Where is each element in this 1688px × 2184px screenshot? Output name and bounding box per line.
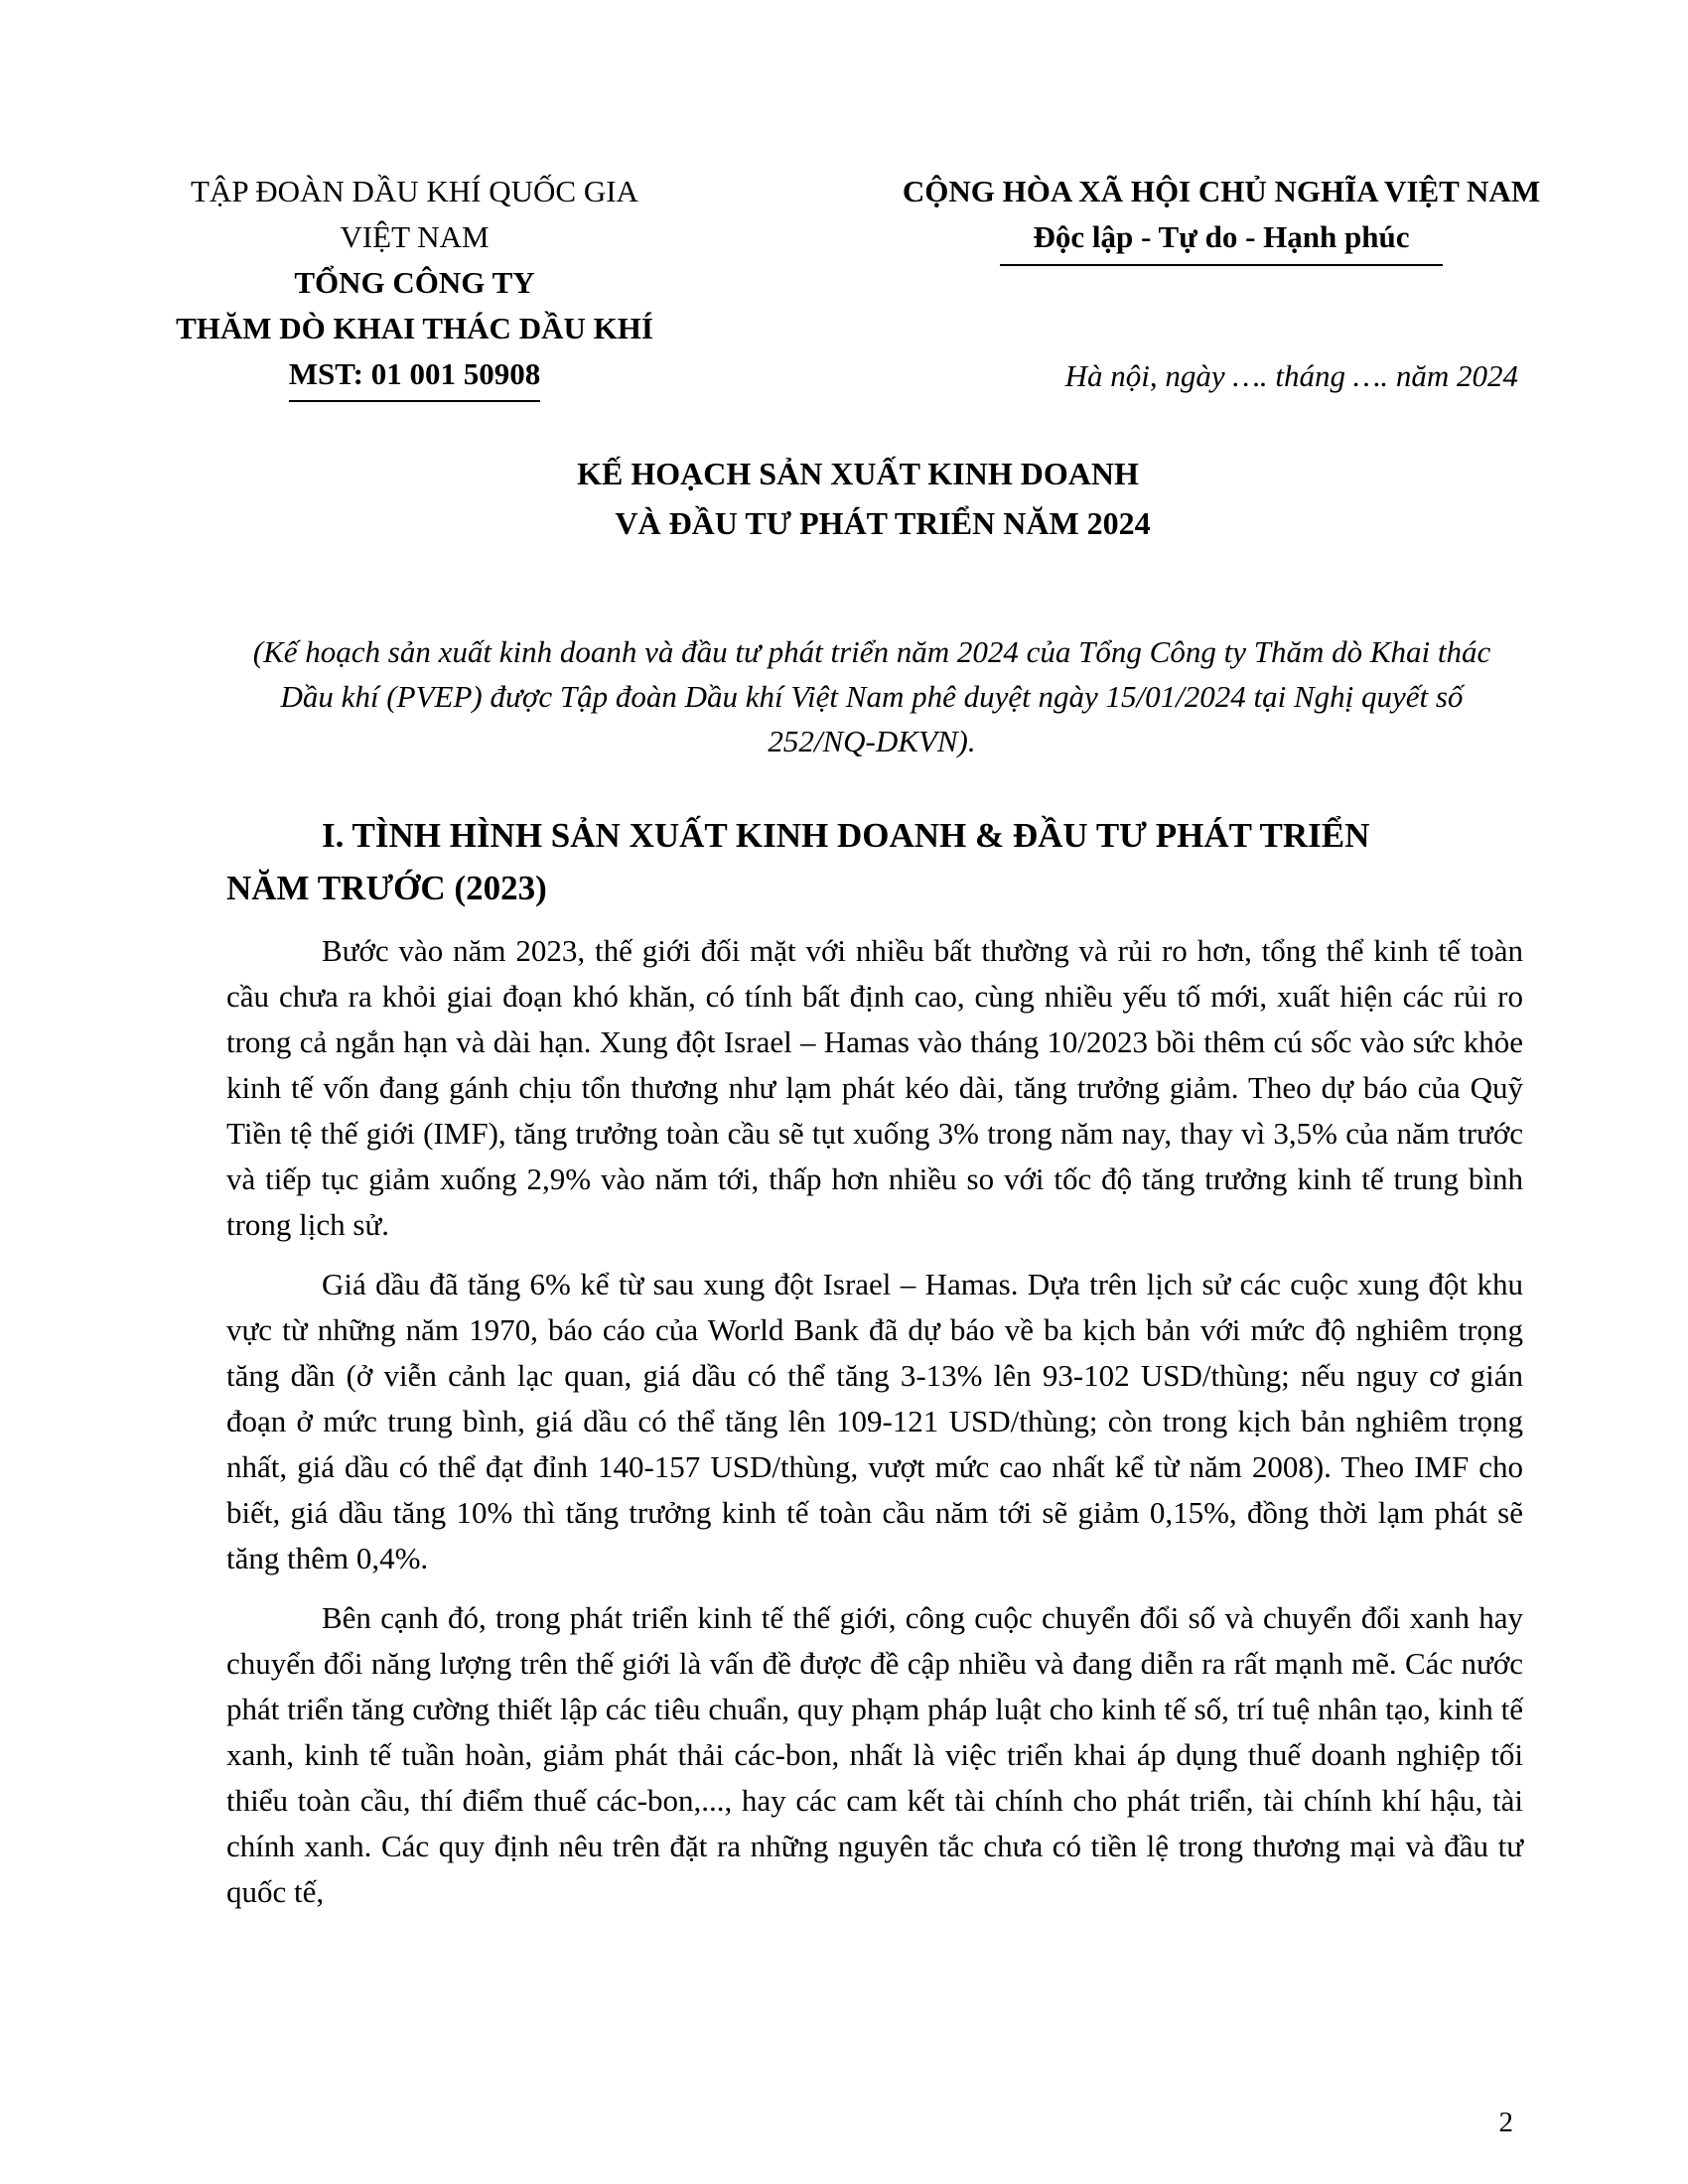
section-heading-line1: I. TÌNH HÌNH SẢN XUẤT KINH DOANH & ĐẦU TƯ PHÁT TRIỂN [322,816,1370,855]
paragraph: Bên cạnh đó, trong phát triển kinh tế thế giới, công cuộc chuyển đổi số và chuyển đổi xanh hay chuyển đổi năng lượng trên thế giới là vấn đề được đề cập nhiều và đang diễn ra rất mạnh mẽ. Các nước phát triển tăng cường thiết lập các tiêu chuẩn, quy phạm pháp luật cho kinh tế số, trí tuệ nhân tạo, kinh tế xanh, kinh tế tuần hoàn, giảm phát thải các-bon, nhất là việc triển khai áp dụng thuế doanh nghiệp tối thiểu toàn cầu, thí điểm thuế các-bon,..., hay các cam kết tài chính cho phát triển, tài chính khí hậu, tài chính xanh. Các quy định nêu trên đặt ra những nguyên tắc chưa có tiền lệ trong thương mại và đầu tư quốc tế, [226,1600,1523,1909]
national-header [864,169,1579,266]
section-heading [226,809,1522,914]
dateline: Hà nội, ngày …. tháng …. năm 2024 [1064,358,1518,393]
issuer-underline [289,400,540,402]
tax-id: MST: 01 001 50908 [288,356,541,391]
body-text [226,928,1523,1929]
motto-underline [1000,264,1443,266]
country-name: CỘNG HÒA XÃ HỘI CHỦ NGHĨA VIỆT NAM [902,174,1541,208]
paragraph: Bước vào năm 2023, thế giới đối mặt với nhiều bất thường và rủi ro hơn, tổng thể kinh tế toàn cầu chưa ra khỏi giai đoạn khó khăn, có tính bất định cao, cùng nhiều yếu tố mới, xuất hiện các rủi ro trong cả ngắn hạn và dài hạn. Xung đột Israel – Hamas vào tháng 10/2023 bồi thêm cú sốc vào sức khỏe kinh tế vốn đang gánh chịu tổn thương như lạm phát kéo dài, tăng trưởng giảm. Theo dự báo của Quỹ Tiền tệ thế giới (IMF), tăng trưởng toàn cầu sẽ tụt xuống 3% trong năm nay, thay vì 3,5% của năm trước và tiếp tục giảm xuống 2,9% vào năm tới, thấp hơn nhiều so với tốc độ tăng trưởng kinh tế trung bình trong lịch sử. [226,933,1523,1242]
title-line1: KẾ HOẠCH SẢN XUẤT KINH DOANH [577,456,1139,491]
title-line2: VÀ ĐẦU TƯ PHÁT TRIỂN NĂM 2024 [615,505,1151,541]
parent-organization: TẬP ĐOÀN DẦU KHÍ QUỐC GIA VIỆT NAM [191,174,638,254]
section-heading-line2: NĂM TRƯỚC (2023) [226,869,547,907]
page-number: 2 [1498,2107,1513,2138]
company-name-line1: TỔNG CÔNG TY [294,265,535,300]
issuer-block [169,169,660,402]
document-title [222,449,1493,548]
approval-note: (Kế hoạch sản xuất kinh doanh và đầu tư phát triển năm 2024 của Tổng Công ty Thăm dò Khai thác Dầu khí (PVEP) được Tập đoàn Dầu khí Việt Nam phê duyệt ngày 15/01/2024 tại Nghị quyết số 252/NQ-DKVN). [252,634,1491,758]
national-motto: Độc lập - Tự do - Hạnh phúc [1033,219,1410,254]
paragraph: Giá dầu đã tăng 6% kể từ sau xung đột Israel – Hamas. Dựa trên lịch sử các cuộc xung đột khu vực từ những năm 1970, báo cáo của World Bank đã dự báo về ba kịch bản với mức độ nghiêm trọng tăng dần (ở viễn cảnh lạc quan, giá dầu có thể tăng 3-13% lên 93-102 USD/thùng; nếu nguy cơ gián đoạn ở mức trung bình, giá dầu có thể tăng lên 109-121 USD/thùng; còn trong kịch bản nghiêm trọng nhất, giá dầu có thể đạt đỉnh 140-157 USD/thùng, vượt mức cao nhất kể từ năm 2008). Theo IMF cho biết, giá dầu tăng 10% thì tăng trưởng kinh tế toàn cầu năm tới sẽ giảm 0,15%, đồng thời lạm phát sẽ tăng thêm 0,4%. [226,1267,1523,1575]
company-name-line2: THĂM DÒ KHAI THÁC DẦU KHÍ [176,311,653,345]
